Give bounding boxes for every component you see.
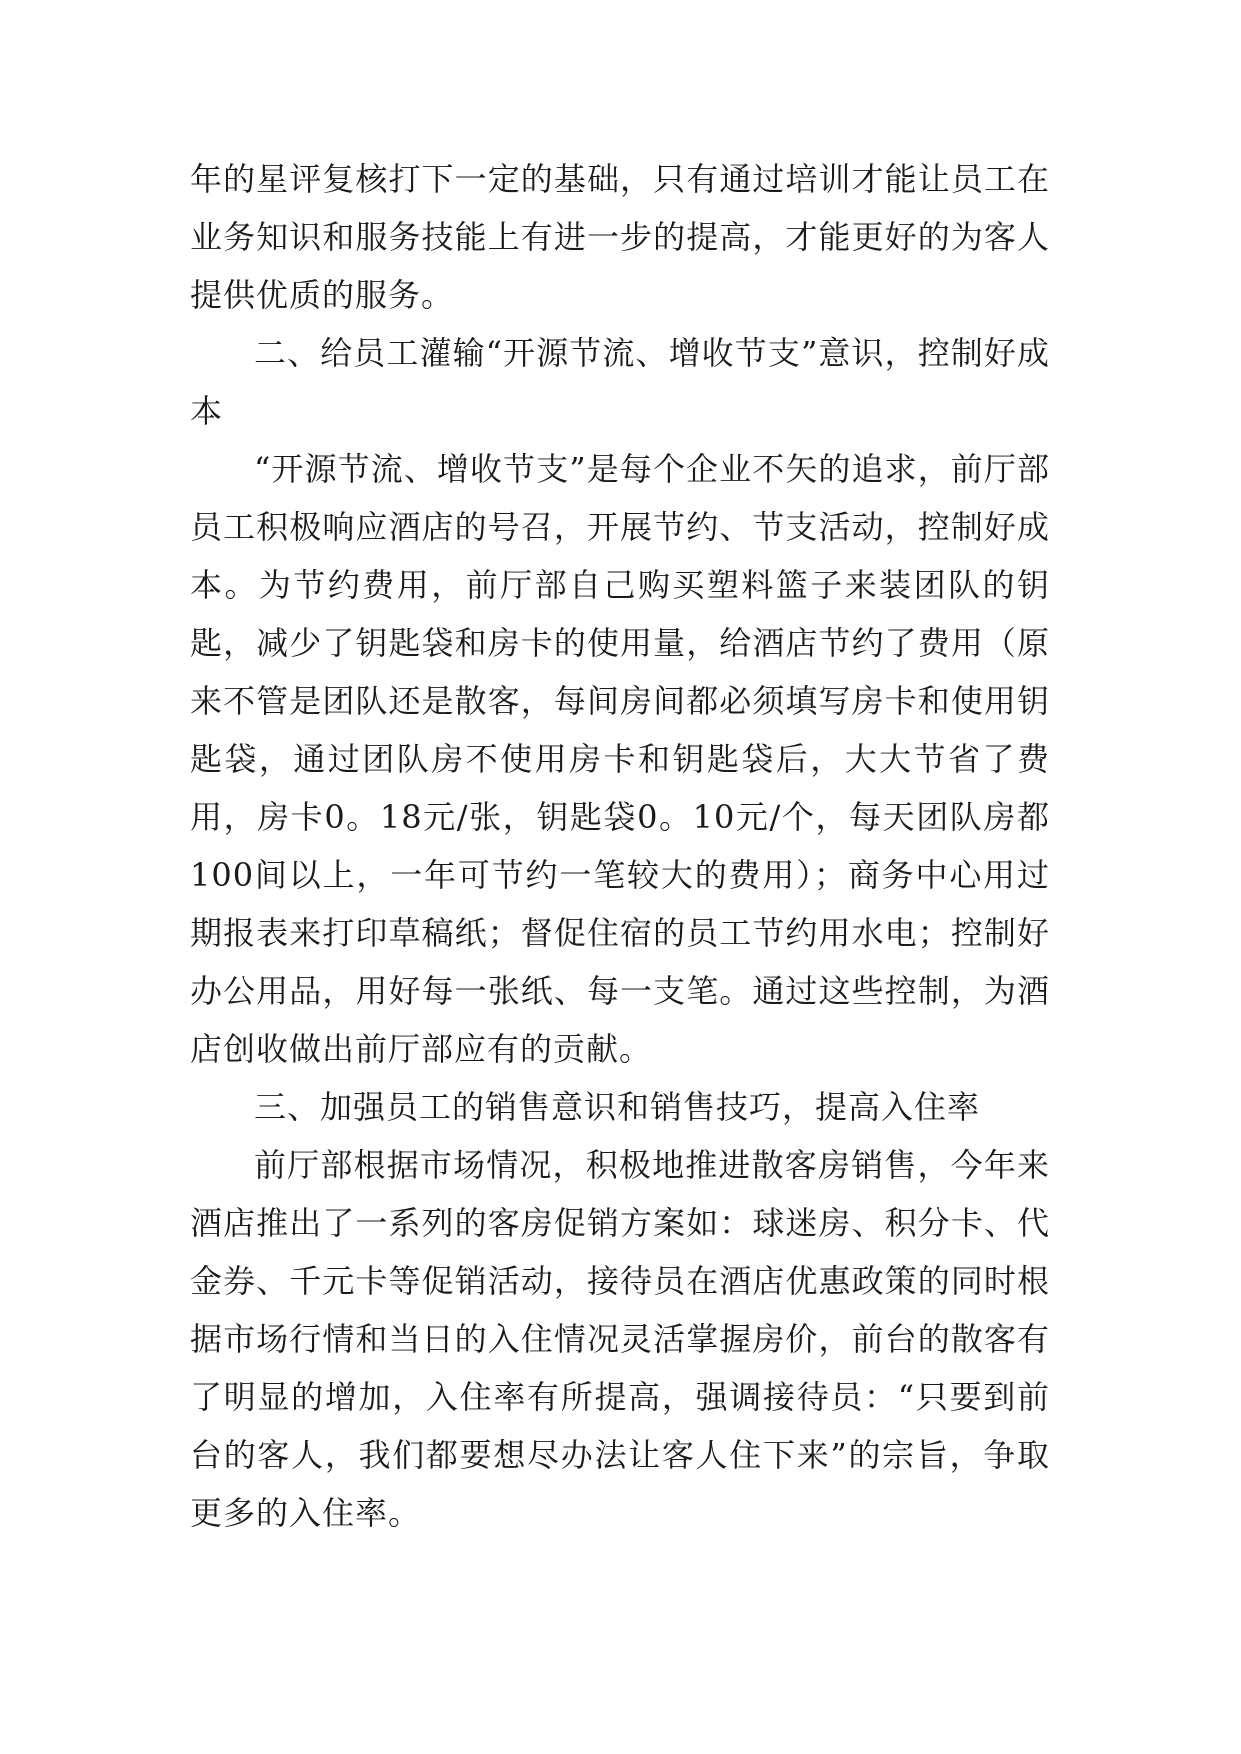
heading-sales-skills: 三、加强员工的销售意识和销售技巧，提高入住率 [254,1088,981,1126]
document-body [190,150,1050,1542]
paragraph-cost-control: “开源节流、增收节支”是每个企业不矢的追求，前厅部员工积极响应酒店的号召，开展节约、节支活动，控制好成本。为节约费用，前厅部自己购买塑料篮子来装团队的钥匙，减少了钥匙袋和房卡的使用量，给酒店节约了费用（原来不管是团队还是散客，每间房间都必须填写房卡和使用钥匙袋，通过团队房不使用房卡和钥匙袋后，大大节省了费用，房卡0。18元/张，钥匙袋0。10元/个，每天团队房都100间以上，一年可节约一笔较大的费用）；商务中心用过期报表来打印草稿纸；督促住宿的员工节约用水电；控制好办公用品，用好每一张纸、每一支笔。通过这些控制，为酒店创收做出前厅部应有的贡献。 [190,450,1050,1068]
paragraph-sales-skills: 前厅部根据市场情况，积极地推进散客房销售，今年来酒店推出了一系列的客房促销方案如：球迷房、积分卡、代金券、千元卡等促销活动，接待员在酒店优惠政策的同时根据市场行情和当日的入住情况灵活掌握房价，前台的散客有了明显的增加，入住率有所提高，强调接待员：“只要到前台的客人，我们都要想尽办法让客人住下来”的宗旨，争取更多的入住率。 [190,1146,1050,1532]
paragraph-training-continuation: 年的星评复核打下一定的基础，只有通过培训才能让员工在业务知识和服务技能上有进一步的提高，才能更好的为客人提供优质的服务。 [190,160,1050,314]
heading-cost-control: 二、给员工灌输“开源节流、增收节支”意识，控制好成本 [190,334,1050,430]
